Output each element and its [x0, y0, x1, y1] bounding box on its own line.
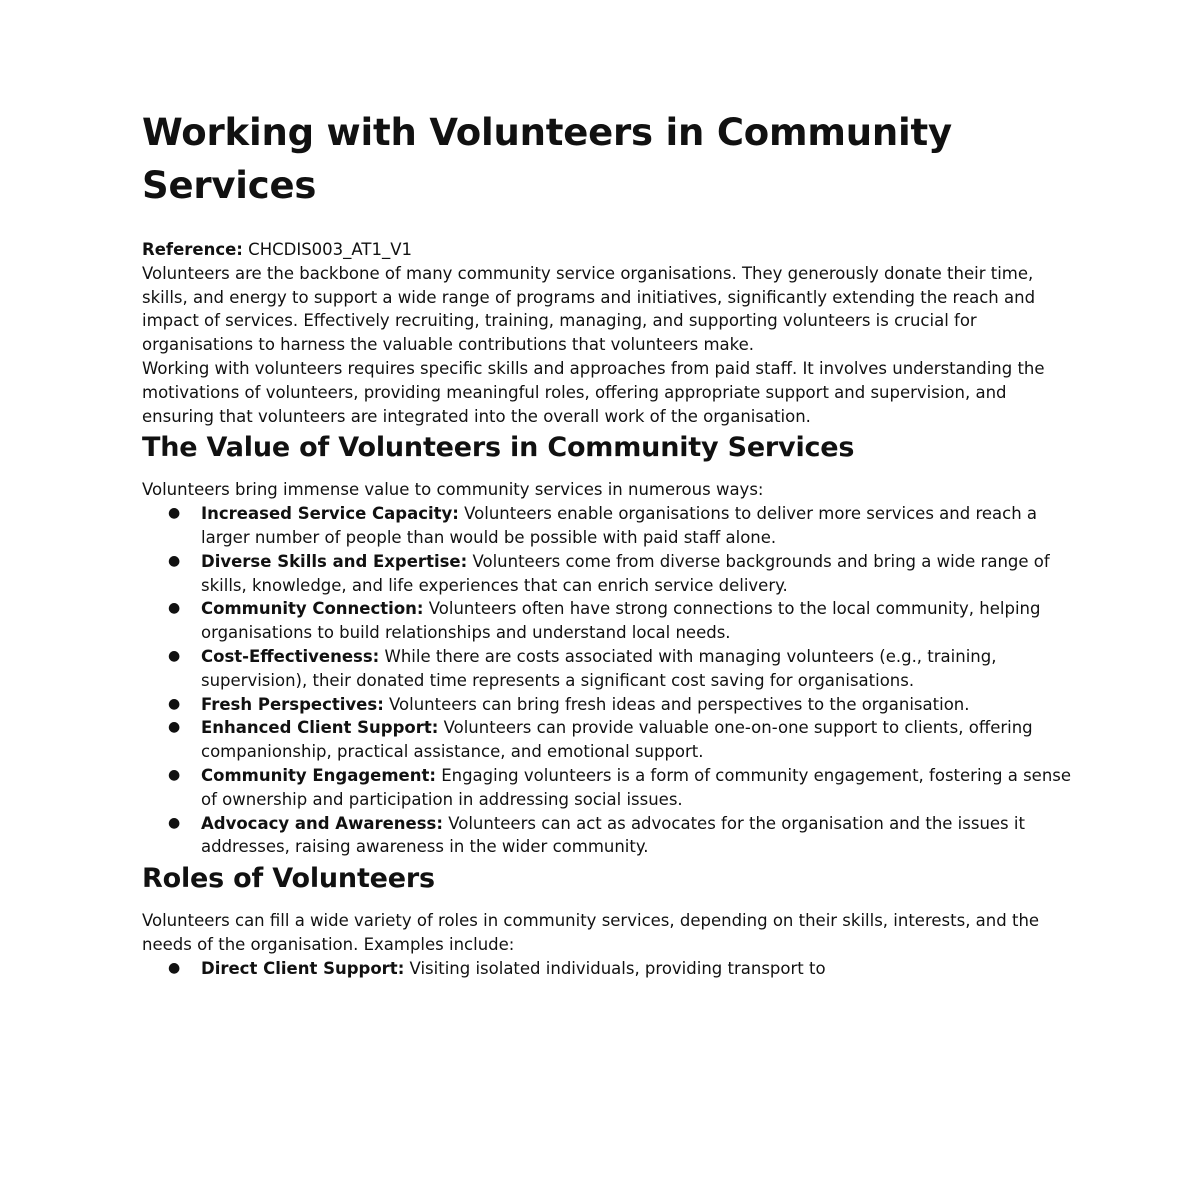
list-item-text: Volunteers come from diverse backgrounds and bring a wide range of skills, knowledge, and life experiences that can enrich service delivery. [201, 551, 1050, 595]
list-item [142, 812, 1072, 860]
section-lead-value: Volunteers bring immense value to community services in numerous ways: [142, 480, 764, 500]
list-item-term: Direct Client Support: [201, 958, 405, 978]
bullet-icon: ● [168, 552, 181, 569]
list-item-text: Volunteers can bring fresh ideas and perspectives to the organisation. [383, 694, 970, 714]
reference-line [142, 238, 1072, 262]
value-list [142, 502, 1072, 859]
list-item [142, 597, 1072, 645]
roles-list [142, 957, 1072, 981]
list-item-term: Cost-Effectiveness: [201, 646, 380, 666]
list-item-term: Enhanced Client Support: [201, 718, 439, 738]
list-item-term: Advocacy and Awareness: [201, 813, 443, 833]
list-item [142, 693, 1072, 717]
section-lead-roles: Volunteers can fill a wide variety of roles in community services, depending on their skills, interests, and the needs of the organisation. Examples include: [142, 911, 1040, 954]
list-item [142, 716, 1072, 764]
list-item-text: Visiting isolated individuals, providing transport to [404, 958, 826, 978]
section-heading-roles: Roles of Volunteers [142, 863, 435, 895]
list-item-text: Volunteers enable organisations to deliver more services and reach a larger number of people than would be possible with paid staff alone. [201, 504, 1038, 547]
list-item-term: Community Connection: [201, 599, 424, 619]
reference-value: CHCDIS003_AT1_V1 [248, 240, 413, 259]
list-item-text: Volunteers can act as advocates for the organisation and the issues it addresses, raising awareness in the wider community. [201, 813, 1025, 857]
list-item [142, 957, 1072, 981]
bullet-icon: ● [168, 814, 181, 831]
bullet-icon: ● [168, 647, 181, 664]
section-heading-value: The Value of Volunteers in Community Services [142, 432, 855, 464]
list-item-text: Volunteers can provide valuable one-on-one support to clients, offering companionship, practical assistance, and emotional support. [201, 718, 1033, 762]
list-item-term: Diverse Skills and Expertise: [201, 551, 468, 571]
document-title: Working with Volunteers in Community Services [142, 111, 952, 207]
list-item-text: Engaging volunteers is a form of community engagement, fostering a sense of ownership and participation in addressing social issues. [201, 765, 1072, 809]
list-item-term: Increased Service Capacity: [201, 504, 459, 524]
bullet-icon: ● [168, 959, 181, 976]
document-page [142, 106, 1072, 981]
bullet-icon: ● [168, 719, 181, 736]
list-item [142, 764, 1072, 812]
list-item-text: While there are costs associated with managing volunteers (e.g., training, supervision), their donated time represents a significant cost saving for organisations. [201, 646, 997, 690]
bullet-icon: ● [168, 695, 181, 712]
list-item-term: Fresh Perspectives: [201, 694, 384, 714]
list-item [142, 550, 1072, 598]
intro-paragraph-1: Volunteers are the backbone of many community service organisations. They generously donate their time, skills, and energy to support a wide range of programs and initiatives, significantly extending the reach and impact of services. Effectively recruiting, training, managing, and supporting volunteers is crucial for organisations to harness the valuable contributions that volunteers make. [142, 263, 1036, 355]
list-item [142, 502, 1072, 550]
list-item-term: Community Engagement: [201, 765, 436, 785]
bullet-icon: ● [168, 766, 181, 783]
list-item-text: Volunteers often have strong connections to the local community, helping organisations to build relationships and understand local needs. [201, 599, 1041, 643]
bullet-icon: ● [168, 505, 181, 522]
reference-label: Reference: [142, 240, 243, 259]
intro-paragraph-2: Working with volunteers requires specific skills and approaches from paid staff. It involves understanding the motivations of volunteers, providing meaningful roles, offering appropriate support and supervision, and ensuring that volunteers are integrated into the overall work of the organisation. [142, 358, 1045, 426]
bullet-icon: ● [168, 600, 181, 617]
list-item [142, 645, 1072, 693]
